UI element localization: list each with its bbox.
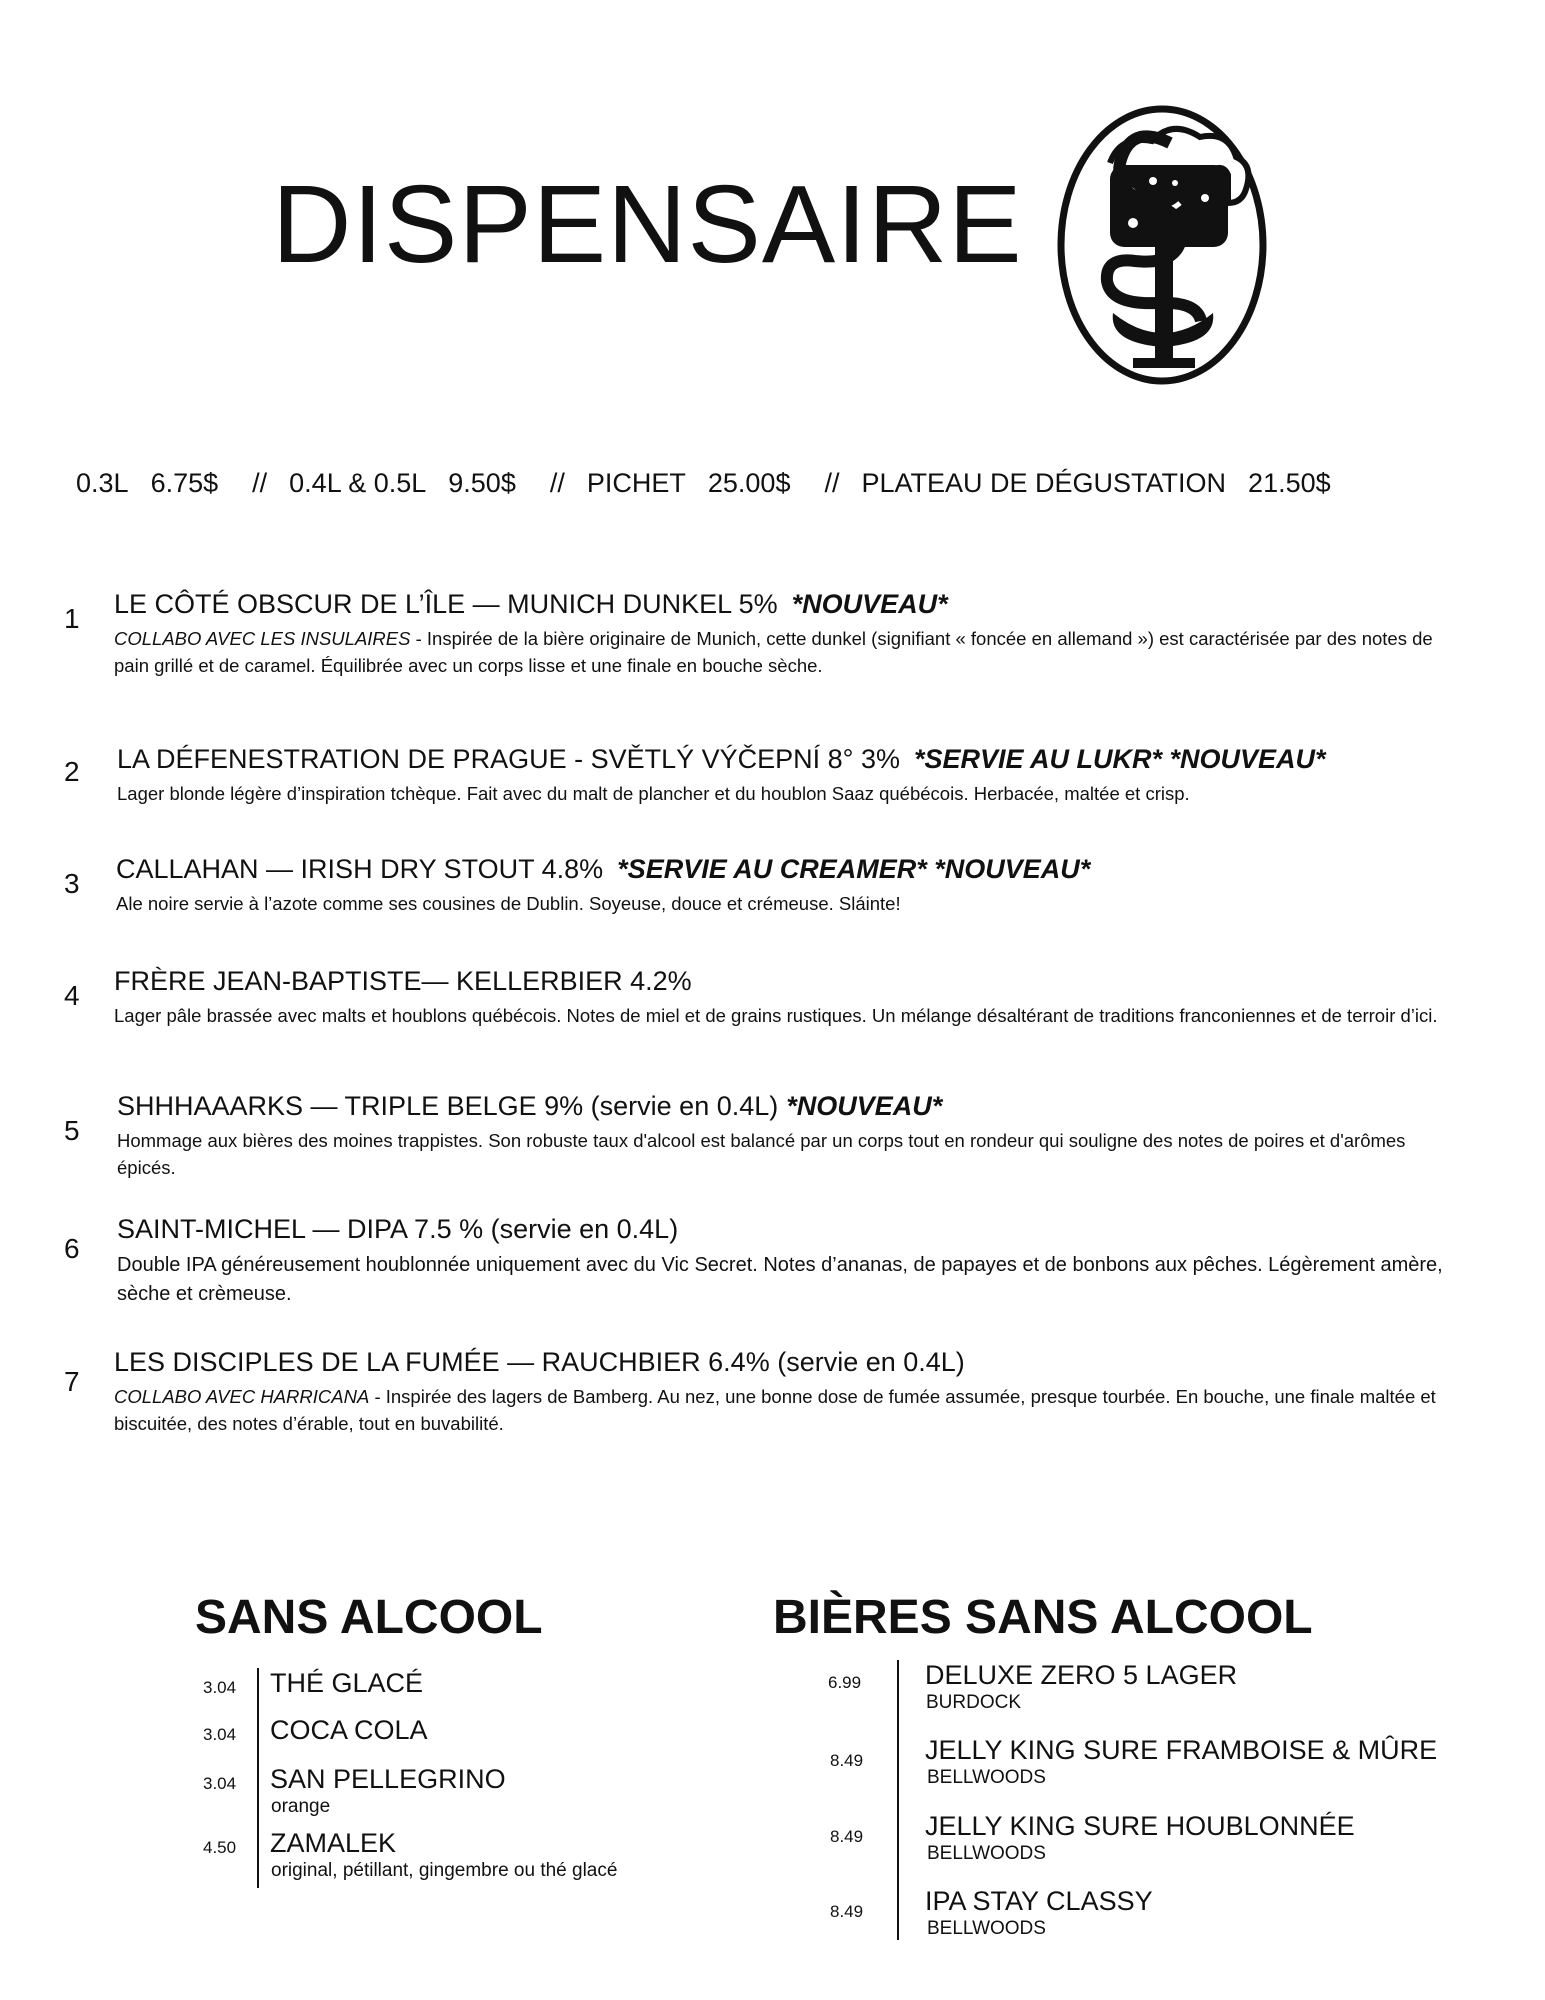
beer-desc-text: - Inspirée des lagers de Bamberg. Au nez, une bonne dose de fumée assumée, presque tourbée. En bouche, une finale maltée et biscuitée, des notes d’érable, tout en buvabilité. (114, 1386, 1436, 1434)
item-price: 8.49 (830, 1751, 864, 1770)
beer-name: CALLAHAN — IRISH DRY STOUT 4.8% (116, 854, 604, 884)
beer-name-line (114, 588, 1454, 620)
beer-name-line (116, 853, 1456, 885)
beer-body (117, 1213, 1457, 1308)
price-size: 0.4L & 0.5L (289, 468, 427, 498)
beer-collabo: COLLABO AVEC LES INSULAIRES (114, 628, 411, 650)
beer-description (114, 1003, 1454, 1029)
beer-number: 5 (64, 1115, 80, 1146)
bieres-sans-alcool-title: BIÈRES SANS ALCOOL (773, 1591, 1313, 1644)
item-price: 3.04 (203, 1774, 237, 1793)
beer-name: SAINT-MICHEL — DIPA 7.5 % (servie en 0.4L) (117, 1214, 679, 1244)
beer-body (114, 1346, 1454, 1437)
beer-desc-text: - Inspirée de la bière originaire de Munich, cette dunkel (signifiant « foncée en allemand ») est caractérisée par des notes de pain grillé et de caramel. Équilibrée avec un corps lisse et une finale en bouche sèche. (114, 628, 1433, 676)
beer-desc-text: Lager blonde légère d’inspiration tchèque. Fait avec du malt de plancher et du houblon Saaz québécois. Herbacée, maltée et crisp. (117, 783, 1190, 805)
beer-number: 2 (64, 756, 80, 787)
beer-name-line (114, 1346, 1454, 1378)
beer-tags: *SERVIE AU LUKR* *NOUVEAU* (914, 744, 1326, 774)
column-divider (257, 1668, 259, 1888)
beer-name: SHHHAAARKS — TRIPLE BELGE 9% (servie en 0.4L) (117, 1091, 779, 1121)
item-subtitle: orange (271, 1796, 331, 1817)
beer-description (117, 1128, 1457, 1181)
item-price: 8.49 (830, 1827, 864, 1846)
beer-number: 1 (64, 603, 80, 634)
beer-body (117, 1090, 1457, 1181)
beer-tags: *NOUVEAU* (786, 1091, 943, 1121)
item-subtitle: BELLWOODS (927, 1843, 1046, 1864)
beer-body (114, 965, 1454, 1030)
item-name: DELUXE ZERO 5 LAGER (925, 1660, 1238, 1690)
item-price: 3.04 (203, 1725, 237, 1744)
column-divider (897, 1660, 899, 1940)
price-size: PICHET (586, 468, 686, 498)
beer-body (117, 743, 1457, 808)
dispensaire-logo-icon (1055, 103, 1270, 388)
beer-number: 7 (64, 1366, 80, 1397)
beer-body (116, 853, 1456, 918)
beer-name-line (114, 965, 1454, 997)
beer-name: LA DÉFENESTRATION DE PRAGUE - SVĚTLÝ VÝČEPNÍ 8° 3% (117, 744, 900, 774)
item-price: 8.49 (830, 1902, 864, 1921)
beer-desc-text: Ale noire servie à l’azote comme ses cousines de Dublin. Soyeuse, douce et crémeuse. Sláinte! (116, 893, 901, 915)
price-value: 6.75$ (150, 468, 219, 498)
beer-body (114, 588, 1454, 679)
beer-name: LES DISCIPLES DE LA FUMÉE — RAUCHBIER 6.4% (servie en 0.4L) (114, 1347, 965, 1377)
item-price: 6.99 (828, 1673, 862, 1692)
item-name: COCA COLA (270, 1715, 428, 1745)
sans-alcool-list (200, 1668, 700, 1888)
beer-collabo: COLLABO AVEC HARRICANA (114, 1386, 370, 1408)
beer-desc-text: Hommage aux bières des moines trappistes. Son robuste taux d'alcool est balancé par un corps tout en rondeur qui souligne des notes de poires et d'arômes épicés. (117, 1130, 1406, 1178)
beer-name-line (117, 1213, 1457, 1245)
beer-tags: *SERVIE AU CREAMER* *NOUVEAU* (617, 854, 1091, 884)
item-subtitle: BURDOCK (926, 1692, 1022, 1713)
price-value: 9.50$ (448, 468, 516, 498)
item-name: SAN PELLEGRINO (270, 1764, 506, 1794)
beer-description (114, 1384, 1454, 1437)
price-list (76, 468, 1496, 499)
beer-number: 3 (64, 868, 80, 899)
item-name: THÉ GLACÉ (270, 1668, 424, 1698)
beer-description (114, 626, 1454, 679)
beer-desc-text: Double IPA généreusement houblonnée uniquement avec du Vic Secret. Notes d’ananas, de papayes et de bonbons aux pêches. Légèrement amère, sèche et crèmeuse. (117, 1254, 1443, 1305)
item-price: 3.04 (203, 1678, 237, 1697)
item-name: ZAMALEK (270, 1828, 397, 1858)
price-size: 0.3L (76, 468, 129, 498)
item-subtitle: BELLWOODS (927, 1918, 1046, 1939)
price-value: 25.00$ (707, 468, 791, 498)
price-separator: // (549, 468, 565, 498)
beer-name: LE CÔTÉ OBSCUR DE L’ÎLE — MUNICH DUNKEL 5% (114, 589, 778, 619)
item-price: 4.50 (203, 1838, 237, 1857)
beer-tags: *NOUVEAU* (791, 589, 948, 619)
beer-number: 4 (64, 980, 80, 1011)
price-separator: // (824, 468, 840, 498)
sans-alcool-title: SANS ALCOOL (195, 1591, 543, 1644)
beer-number: 6 (64, 1233, 80, 1264)
price-size: PLATEAU DE DÉGUSTATION (861, 468, 1227, 498)
item-subtitle: BELLWOODS (927, 1767, 1046, 1788)
item-name: JELLY KING SURE FRAMBOISE & MÛRE (925, 1735, 1438, 1765)
beer-description (117, 781, 1457, 807)
beer-description (117, 1251, 1457, 1308)
item-name: JELLY KING SURE HOUBLONNÉE (925, 1811, 1355, 1841)
beer-desc-text: Lager pâle brassée avec malts et houblons québécois. Notes de miel et de grains rustiques. Un mélange désaltérant de traditions franconiennes et de terroir d’ici. (114, 1005, 1438, 1027)
beer-name-line (117, 743, 1457, 775)
item-name: IPA STAY CLASSY (925, 1886, 1153, 1916)
beer-name: FRÈRE JEAN-BAPTISTE— KELLERBIER 4.2% (114, 966, 692, 996)
price-separator: // (252, 468, 268, 498)
item-subtitle: original, pétillant, gingembre ou thé glacé (271, 1860, 618, 1881)
beer-description (116, 891, 1456, 917)
bieres-sans-alcool-list (825, 1660, 1465, 1940)
beer-name-line (117, 1090, 1457, 1122)
price-value: 21.50$ (1248, 468, 1331, 498)
page-title: DISPENSAIRE (272, 163, 1023, 286)
